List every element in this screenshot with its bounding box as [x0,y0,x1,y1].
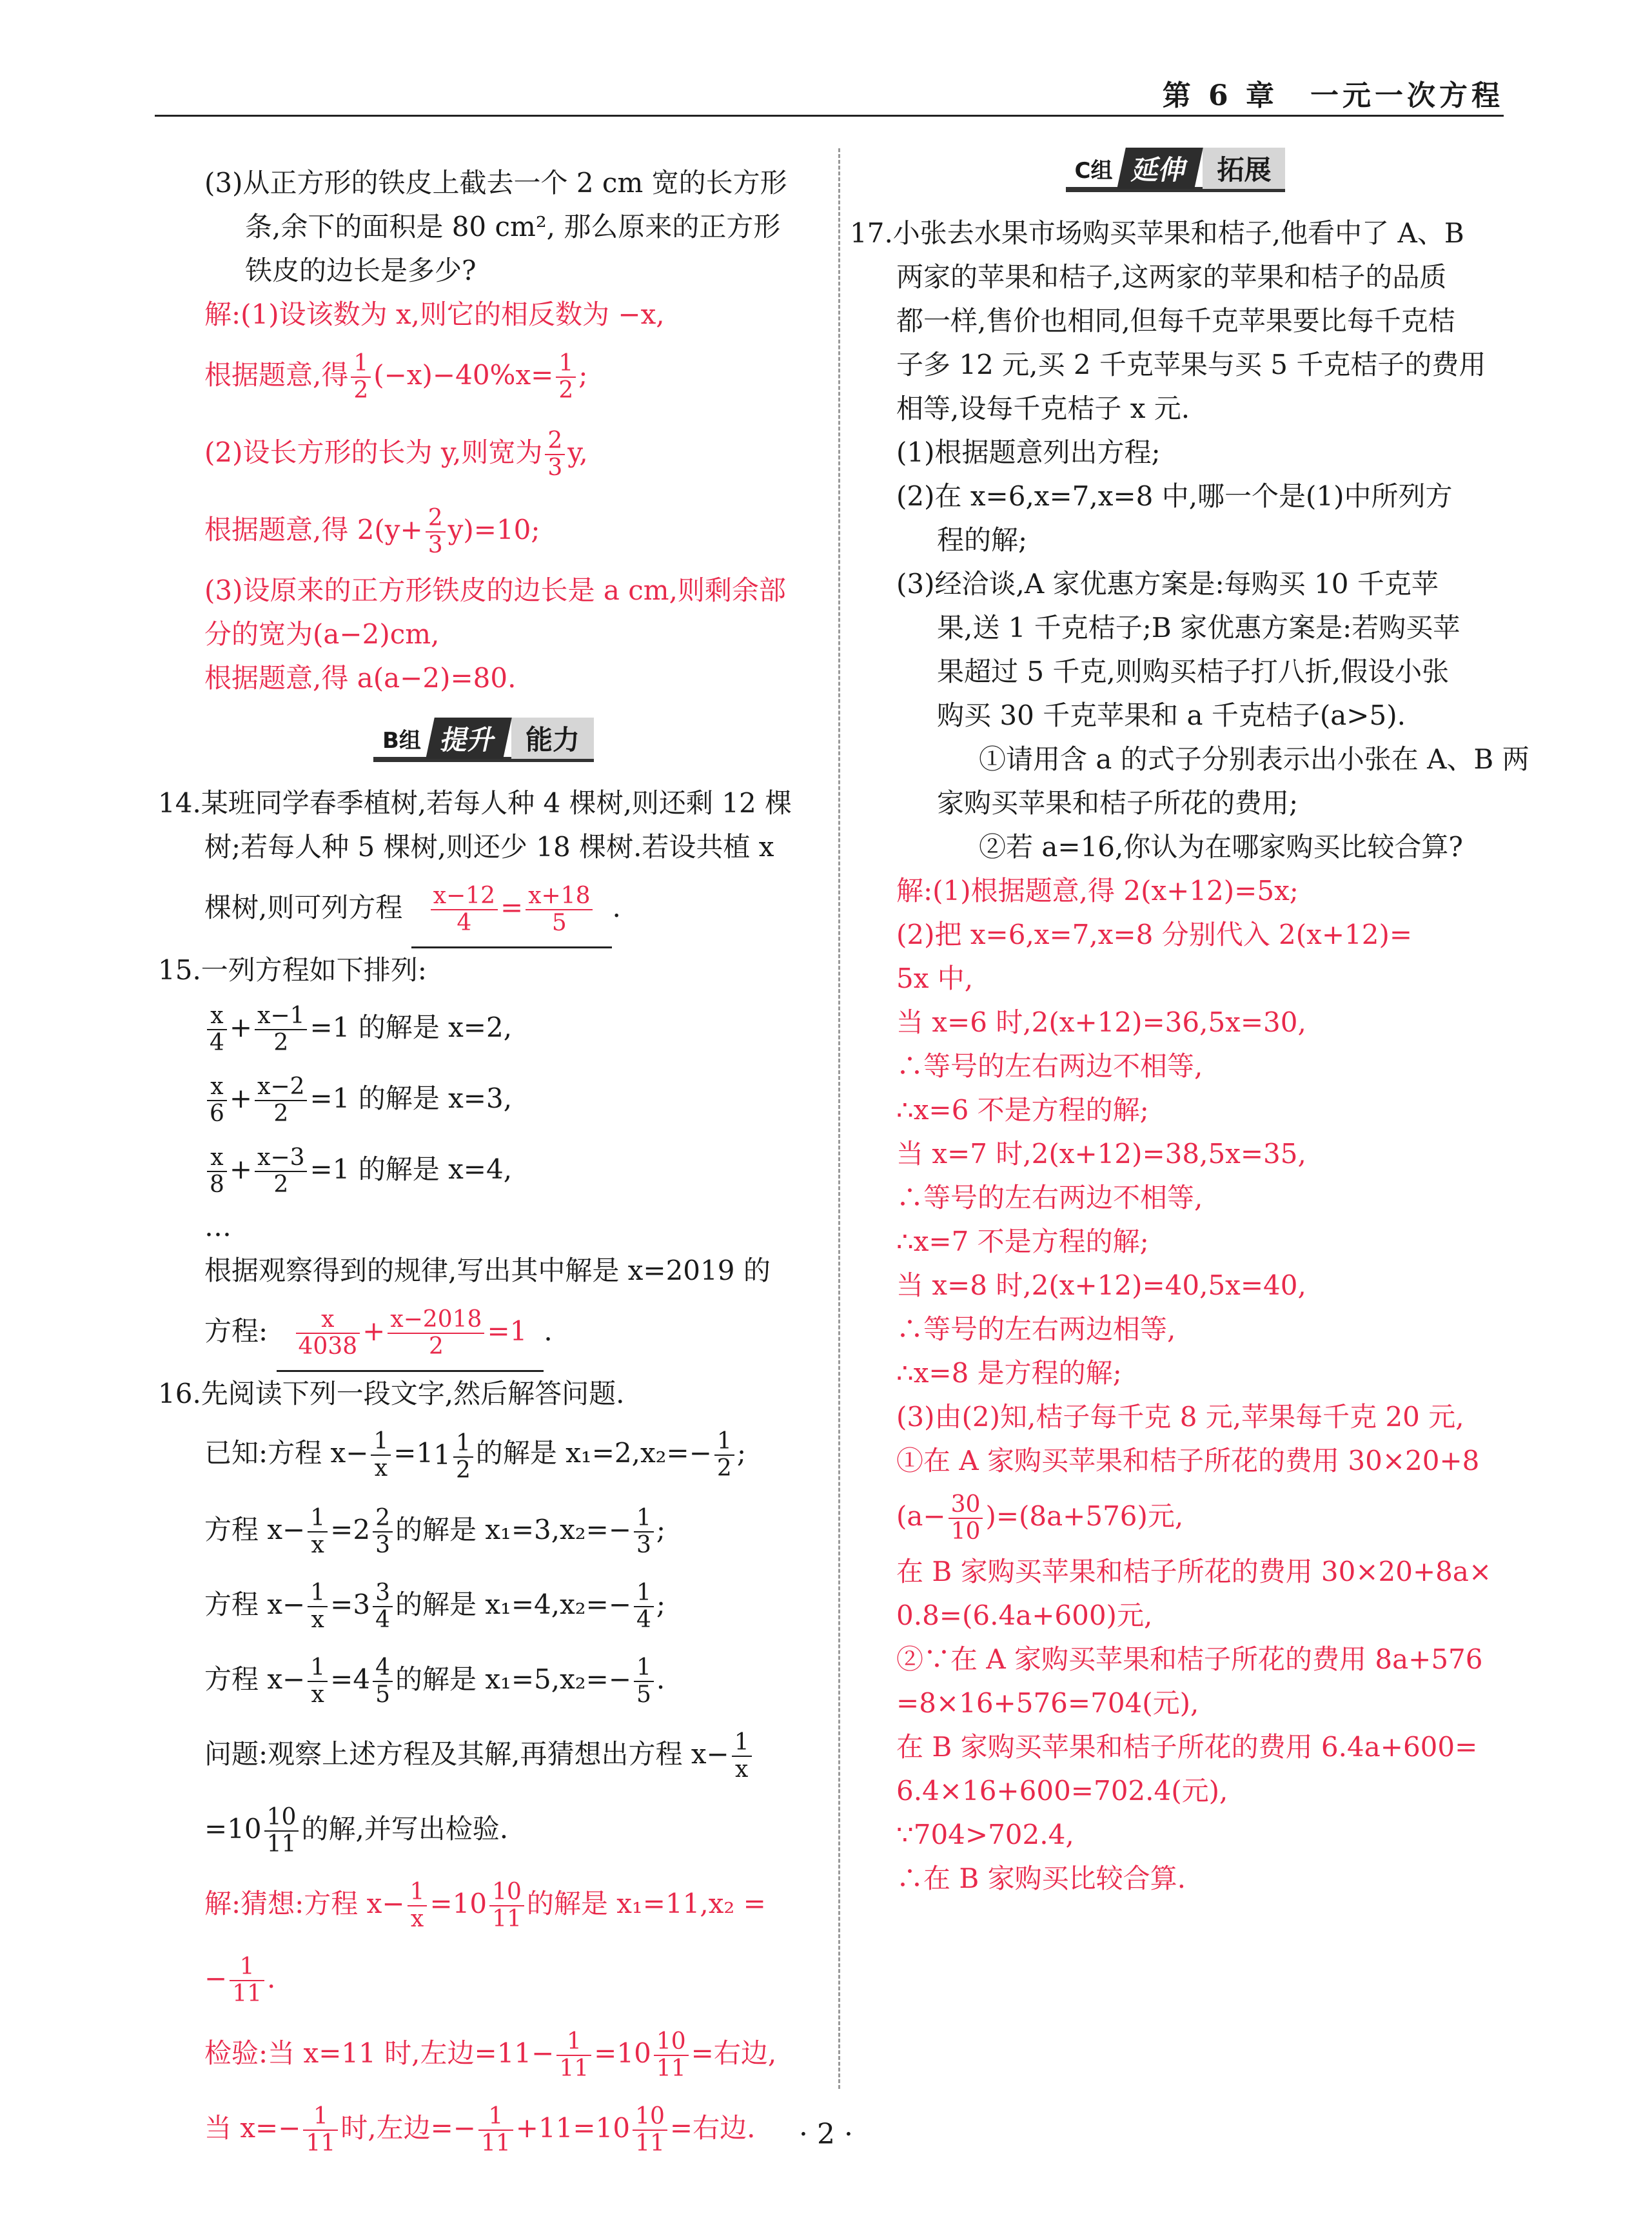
right-column [850,135,1529,1901]
q16-problem-1: 问题:观察上述方程及其解,再猜想出方程 x− $\frac{1}{x}$ [158,1717,809,1792]
sol17-line: ②∵在 A 家购买苹果和桔子所花的费用 8a+576 [896,1643,1483,1675]
sol13-line: (3)设原来的正方形铁皮的边长是 a cm,则剩余部 [204,574,786,606]
banner-dark-label: 延伸 [1117,148,1204,189]
q17-part1: (1)根据题意列出方程; [896,436,1161,468]
page-number: · 2 · [799,2118,853,2151]
q17-part3: 购买 30 千克苹果和 a 千克桔子(a>5). [937,700,1406,731]
header-rule [155,115,1504,117]
sol17-line: 在 B 家购买苹果和桔子所花的费用 30×20+8a× [896,1556,1492,1587]
sol17-line: ∵704>702.4, [896,1819,1074,1850]
sol17-line: 5x 中, [896,963,974,994]
q17-line: 都一样,售价也相同,但每千克苹果要比每千克桔 [896,305,1455,337]
sol17-line: ∴x=7 不是方程的解; [896,1226,1149,1257]
sol13-line: 解:(1)设该数为 x,则它的相反数为 −x, [204,299,665,330]
banner-group: C组 [1074,157,1113,184]
q15-equation: $\frac{x}{8}$ + $\frac{x-3}{2}$ =1 的解是 x=4, [158,1134,809,1205]
sol17-line: 在 B 家购买苹果和桔子所花的费用 6.4a+600= [896,1731,1478,1763]
q16-solution-1: 解:猜想:方程 x− $\frac{1}{x}$ =10 $\frac{10}{11}$ 的解是 x₁=11,x₂ = [204,1879,766,1932]
sol17-line: ∴x=8 是方程的解; [896,1357,1122,1389]
q14-answer-blank: $\frac{x-12}{4}$ = $\frac{x+18}{5}$ [411,869,613,948]
q15-line: 15.一列方程如下排列: [158,954,427,986]
q13-line: 铁皮的边长是多少? [245,255,477,286]
q16-known-4: 方程 x− $\frac{1}{x}$ =4 $\frac{4}{5}$ 的解是 x₁=5,x₂=− $\frac{1}{5}$ . [204,1654,665,1708]
q15-answer-blank: $\frac{x}{4038}$ + $\frac{x-2018}{2}$ =1 [277,1293,544,1372]
q15-equation: $\frac{x}{4}$ + $\frac{x-1}{2}$ =1 的解是 x=2, [158,992,809,1063]
q13-line: (3)从正方形的铁皮上截去一个 2 cm 宽的长方形 [204,167,787,199]
q15-equation: $\frac{x}{6}$ + $\frac{x-2}{2}$ =1 的解是 x=3, [158,1063,809,1134]
q15-line: 根据观察得到的规律,写出其中解是 x=2019 的 [204,1255,771,1286]
q17-line: 相等,设每千克桔子 x 元. [896,393,1190,424]
banner-light-label: 能力 [511,718,594,759]
q17-sub1: ①请用含 a 的式子分别表示出小张在 A、B 两 [979,743,1529,775]
q17-part3: (3)经洽谈,A 家优惠方案是:每购买 10 千克苹 [896,568,1439,600]
sol17-line: (3)由(2)知,桔子每千克 8 元,苹果每千克 20 元, [896,1401,1464,1433]
q15-answer-line: 方程: $\frac{x}{4038}$ + $\frac{x-2018}{2}$ =1 . [158,1293,809,1372]
q16-check-2: 当 x=− $\frac{1}{11}$ 时,左边=− $\frac{1}{11}$ +11=10 $\frac{10}{11}$ =右边. [204,2103,756,2157]
sol17-line: ∴x=6 不是方程的解; [896,1094,1149,1126]
q16-solution-2: − $\frac{1}{11}$ . [204,1954,276,2007]
q17-part2: 程的解; [937,524,1028,556]
banner-group: B组 [382,727,421,754]
sol17-line: 0.8=(6.4a+600)元, [896,1600,1153,1631]
q17-part2: (2)在 x=6,x=7,x=8 中,哪一个是(1)中所列方 [896,480,1453,512]
sol17-line: 6.4×16+600=702.4(元), [896,1775,1228,1807]
sol17-line: ∴等号的左右两边不相等, [896,1050,1203,1082]
q17-sub1: 家购买苹果和桔子所花的费用; [937,787,1299,819]
sol13-equation-2: 根据题意,得 2(y+ $\frac{2}{3}$ y)=10; [204,505,540,558]
q17-part3: 果超过 5 千克,则购买桔子打八折,假设小张 [937,656,1450,687]
section-banner-b [158,705,809,776]
q16-known-1: 已知:方程 x− $\frac{1}{x}$ =11 $\frac{1}{2}$ 的解是 x₁=2,x₂=− $\frac{1}{2}$ ; [204,1428,746,1484]
q17-line: 子多 12 元,买 2 千克苹果与买 5 千克桔子的费用 [896,349,1486,380]
banner-light-label: 拓展 [1203,148,1285,189]
sol17-line: ∴等号的左右两边相等, [896,1313,1176,1345]
q17-sub2: ②若 a=16,你认为在哪家购买比较合算? [979,831,1463,863]
q17-part3: 果,送 1 千克桔子;B 家优惠方案是:若购买苹 [937,612,1460,643]
q16-check-1: 检验:当 x=11 时,左边=11− $\frac{1}{11}$ =10 $\frac{10}{11}$ =右边, [204,2028,777,2082]
sol17-line: (2)把 x=6,x=7,x=8 分别代入 2(x+12)= [896,919,1413,950]
sol13-line-2: (2)设长方形的长为 y,则宽为 $\frac{2}{3}$ y, [204,427,588,481]
sol13-line: 根据题意,得 a(a−2)=80. [204,662,516,694]
sol17-line: 当 x=7 时,2(x+12)=38,5x=35, [896,1138,1306,1170]
sol17-line: ①在 A 家购买苹果和桔子所花的费用 30×20+8 [896,1445,1480,1476]
q17-line: 17.小张去水果市场购买苹果和桔子,他看中了 A、B [850,217,1464,249]
banner-dark-label: 提升 [426,718,512,759]
q14-line: 树;若每人种 5 棵树,则还少 18 棵树.若设共植 x [204,831,774,863]
q16-known-2: 方程 x− $\frac{1}{x}$ =2 $\frac{2}{3}$ 的解是 x₁=3,x₂=− $\frac{1}{3}$ ; [204,1505,666,1558]
column-divider [838,148,840,2089]
q16-line: 16.先阅读下列一段文字,然后解答问题. [158,1378,625,1409]
sol17-line: 当 x=6 时,2(x+12)=36,5x=30, [896,1006,1306,1038]
sol17-line: =8×16+576=704(元), [896,1687,1199,1719]
sol17-line: ∴等号的左右两边不相等, [896,1182,1203,1213]
q16-known-3: 方程 x− $\frac{1}{x}$ =3 $\frac{3}{4}$ 的解是 x₁=4,x₂=− $\frac{1}{4}$ ; [204,1580,666,1633]
sol17-line: 当 x=8 时,2(x+12)=40,5x=40, [896,1269,1306,1301]
sol17-line: 解:(1)根据题意,得 2(x+12)=5x; [896,875,1299,906]
q13-line: 条,余下的面积是 80 cm², 那么原来的正方形 [245,211,781,242]
q14-line: 14.某班同学春季植树,若每人种 4 棵树,则还剩 12 棵 [158,787,792,819]
q15-ellipsis: … [204,1211,231,1242]
sol13-line: 分的宽为(a−2)cm, [204,618,440,650]
sol17-line: ∴在 B 家购买比较合算. [896,1863,1186,1894]
q14-answer-line: 棵树,则可列方程 $\frac{x-12}{4}$ = $\frac{x+18}{5}$ . [158,869,809,948]
left-column [158,161,809,2166]
q17-line: 两家的苹果和桔子,这两家的苹果和桔子的品质 [896,261,1447,293]
section-banner-c [850,135,1501,206]
sol13-equation-1: 根据题意,得 $\frac{1}{2}$ (−x)−40%x= $\frac{1}{2}$ ; [204,350,588,404]
q16-problem-2: =10 $\frac{10}{11}$ 的解,并写出检验. [204,1804,509,1857]
sol17-fraction-line: (a− $\frac{30}{10}$ )=(8a+576)元, [896,1491,1184,1545]
chapter-header: 第 6 章 一元一次方程 [1162,79,1504,112]
